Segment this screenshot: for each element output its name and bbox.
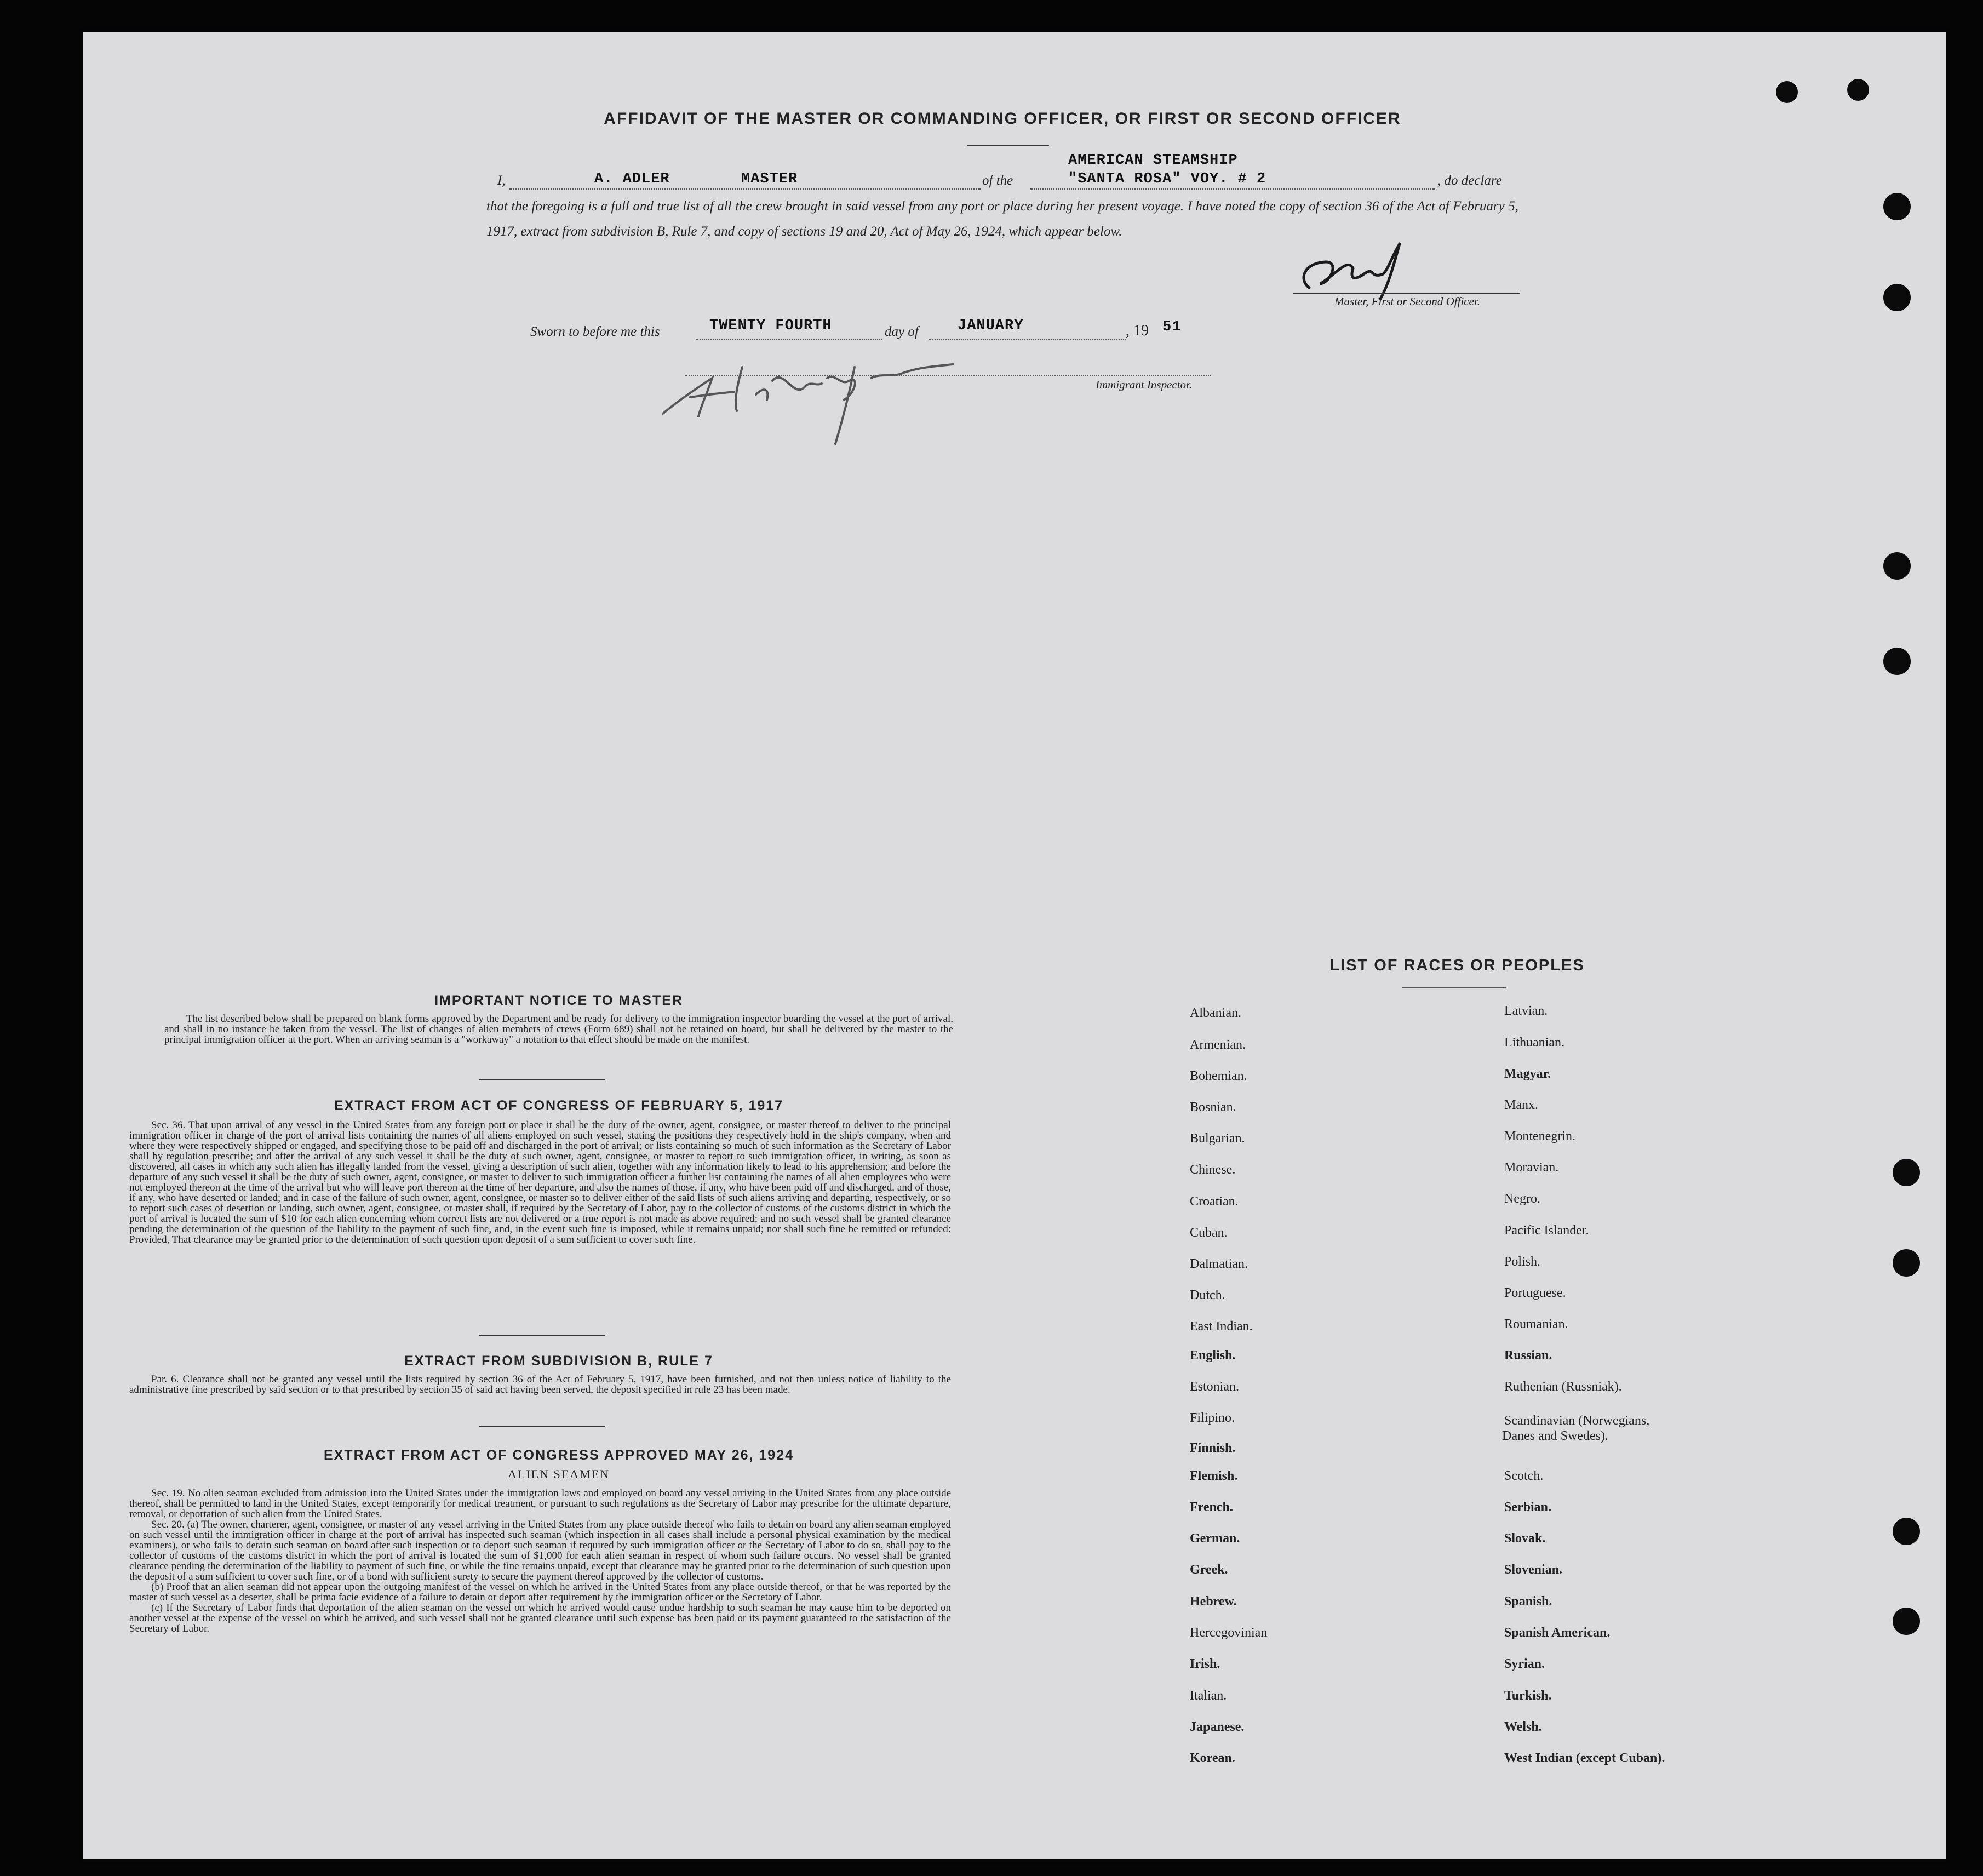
punch-hole xyxy=(1883,552,1911,580)
punch-hole xyxy=(1883,193,1911,220)
rule-7-title: EXTRACT FROM SUBDIVISION B, RULE 7 xyxy=(404,1353,713,1369)
inspector-signature xyxy=(646,334,997,449)
vessel-line-1: AMERICAN STEAMSHIP xyxy=(1068,152,1238,169)
race-item: Bulgarian. xyxy=(1190,1131,1245,1146)
race-item: Korean. xyxy=(1190,1751,1235,1765)
race-item: Croatian. xyxy=(1190,1194,1239,1209)
races-title: LIST OF RACES OR PEOPLES xyxy=(1329,957,1585,974)
race-item: Danes and Swedes). xyxy=(1502,1429,1608,1443)
master-sign-line xyxy=(1293,293,1520,294)
year-prefix: , 19 xyxy=(1126,322,1149,339)
declaration-text: that the foregoing is a full and true list of all the crew brought in said vessel from any port or place during her present voyage. I have noted the copy of section 36 of the Act of February 5, 1917, extract from subdivision B, Rule 7, and copy of sections 19 and 20, Act of May 26, 1924, which appear below. xyxy=(486,199,1518,239)
race-item: Cuban. xyxy=(1190,1226,1228,1240)
race-item: Negro. xyxy=(1504,1192,1540,1206)
race-item: Dutch. xyxy=(1190,1288,1225,1302)
sec-20a-paragraph: Sec. 20. (a) The owner, charterer, agent, consignee, or master of any vessel arriving in the United States from any place outside thereof who fails to detain on board any alien seaman employed on such vessel until the immigration officer in charge at the port of arrival has inspected such seaman (which inspection in all cases shall include a personal physical examination by the medical examiners), or who fails to detain such seaman on board after such inspection or to deport such seaman if required by such immigration officer or the Secretary of Labor to do so, shall pay to the collector of customs of the customs district in which the port of arrival is located the sum of $1,000 for each alien seaman in respect of whom such failure occurs. No vessel shall be granted clearance pending the determination of the liability to payment of such fine, or while the fine remains unpaid, except that clearance may be granted prior to the determination of such question upon the deposit of a sum sufficient to cover such fine, or of a bond with sufficient surety to secure the payment thereof approved by the collector of customs. xyxy=(129,1519,951,1582)
master-caption: Master, First or Second Officer. xyxy=(1334,295,1480,308)
race-item: Polish. xyxy=(1504,1255,1541,1269)
race-item: Italian. xyxy=(1190,1689,1227,1703)
race-item: Syrian. xyxy=(1504,1657,1545,1671)
divider xyxy=(479,1079,605,1080)
race-item: Montenegrin. xyxy=(1504,1129,1575,1143)
race-item: Armenian. xyxy=(1190,1038,1246,1052)
affidavit-title: AFFIDAVIT OF THE MASTER OR COMMANDING OFFICER, OR FIRST OR SECOND OFFICER xyxy=(604,110,1401,128)
race-item: Portuguese. xyxy=(1504,1286,1566,1300)
race-item: Filipino. xyxy=(1190,1411,1235,1425)
race-item: Estonian. xyxy=(1190,1380,1239,1394)
officer-name: A. ADLER xyxy=(594,171,670,187)
year-suffix: 51 xyxy=(1162,319,1182,335)
race-item: Slovak. xyxy=(1504,1531,1546,1546)
race-item: Roumanian. xyxy=(1504,1317,1568,1331)
race-item: Flemish. xyxy=(1190,1469,1238,1483)
of-the-label: of the xyxy=(982,173,1013,188)
punch-hole xyxy=(1893,1249,1920,1277)
sec-20c-paragraph: (c) If the Secretary of Labor finds that deportation of the alien seaman on the vessel on which he arrived would cause undue hardship to such seaman he may cause him to be deported on another vessel at the expense of the vessel on which he arrived, and such vessel shall not be granted clearance until such expense has been paid or its payment guaranteed to the satisfaction of the Secretary of Labor. xyxy=(129,1602,951,1634)
sec-36-paragraph: Sec. 36. That upon arrival of any vessel in the United States from any foreign port or place it shall be the duty of the owner, agent, consignee, or master thereof to deliver to the principal immigration officer in charge of the port of arrival lists containing the names of all aliens employed on such vessel, stating the positions they respectively hold in the ship's company, when and where they were respectively shipped or engaged, and specifying those to be paid off and discharged in the port of arrival; or lists containing so much of such information as the Secretary of Labor shall by regulation prescribe; and after the arrival of any such vessel it shall be the duty of such owner, agent, consignee, or master to report to such immigration officer, in writing, as soon as discovered, all cases in which any such alien has illegally landed from the vessel, giving a description of such alien, together with any information likely to lead to his apprehension; and before the departure of any such vessel it shall be the duty of such owner, agent, consignee, or master to deliver to such immigration officer a further list containing the names of all alien employees who were not employed thereon at the time of the arrival but who will leave port thereon at the time of her departure, and also the names of those, if any, who have been paid off and discharged, and of those, if any, who have deserted or landed; and in case of the failure of such owner, agent, consignee, or master so to deliver either of the said lists of such aliens arriving and departing, respectively, or so to report such cases of desertion or landing, such owner, agent, consignee, or master shall, if required by the Secretary of Labor, pay to the collector of customs of the customs district in which the port of arrival is located the sum of $10 for each alien concerning whom correct lists are not delivered or a true report is not made as above required; and no such vessel shall be granted clearance pending the determination of the question of the liability to the payment of such fine, and, in the event such fine is imposed, while it remains unpaid; nor shall such fine be remitted or refunded: Provided, That clearance may be granted prior to the determination of such question upon deposit of a sum sufficient to cover such fine. xyxy=(129,1119,951,1245)
punch-hole xyxy=(1893,1608,1920,1635)
race-item: Welsh. xyxy=(1504,1720,1542,1734)
race-item: Manx. xyxy=(1504,1098,1538,1112)
race-item: Bohemian. xyxy=(1190,1069,1247,1083)
extract-1924-title: EXTRACT FROM ACT OF CONGRESS APPROVED MAY 26, 1924 xyxy=(323,1448,794,1463)
race-item: English. xyxy=(1190,1348,1236,1363)
race-item: Spanish American. xyxy=(1504,1626,1611,1640)
race-item: Albanian. xyxy=(1190,1006,1241,1020)
race-item: Dalmatian. xyxy=(1190,1257,1248,1271)
notice-paragraph: The list described below shall be prepared on blank forms approved by the Department and be ready for delivery to the immigration inspector boarding the vessel at the port of arrival, and shall in no instance be taken from the vessel. The list of changes of alien members of crews (Form 689) shall not be retained on board, but shall be delivered by the master to the principal immigration officer at the port. When an arriving seaman is a "workaway" a notation to that effect should be made on the manifest. xyxy=(164,1013,953,1045)
day-of-label: day of xyxy=(885,324,919,339)
sworn-label: Sworn to before me this xyxy=(530,324,660,339)
notice-title: IMPORTANT NOTICE TO MASTER xyxy=(434,993,683,1008)
race-item: Moravian. xyxy=(1504,1160,1559,1175)
notice-body xyxy=(164,1014,953,1045)
race-item: Scandinavian (Norwegians, xyxy=(1504,1414,1650,1428)
race-item: Chinese. xyxy=(1190,1163,1236,1177)
race-item: French. xyxy=(1190,1500,1233,1514)
race-item: Latvian. xyxy=(1504,1004,1548,1018)
punch-hole xyxy=(1893,1518,1920,1545)
i-label: I, xyxy=(497,173,506,188)
race-item: Hercegovinian xyxy=(1190,1626,1268,1640)
alien-seamen-subtitle: ALIEN SEAMEN xyxy=(508,1467,610,1481)
sworn-day: TWENTY FOURTH xyxy=(709,318,832,334)
race-item: Greek. xyxy=(1190,1563,1228,1577)
inspector-sign-line xyxy=(685,375,1211,376)
race-item: Lithuanian. xyxy=(1504,1036,1564,1050)
vessel-line-2: "SANTA ROSA" VOY. # 2 xyxy=(1068,171,1266,187)
sec-20b-paragraph: (b) Proof that an alien seaman did not appear upon the outgoing manifest of the vessel on which he arrived in the United States from any place outside thereof, or that he was reported by the master of such vessel as a deserter, shall be prima facie evidence of a failure to detain or deport after requirement by the immigration officer or the Secretary of Labor. xyxy=(129,1581,951,1603)
race-item: Finnish. xyxy=(1190,1441,1236,1455)
race-item: Spanish. xyxy=(1504,1594,1552,1609)
race-item: West Indian (except Cuban). xyxy=(1504,1751,1665,1765)
race-item: Russian. xyxy=(1504,1348,1552,1363)
extract-1917-body xyxy=(129,1120,951,1245)
par-6-paragraph: Par. 6. Clearance shall not be granted any vessel until the lists required by section 36 of the Act of February 5, 1917, have been furnished, and not then unless notice of liability to the administrative fine prescribed by said section or to that prescribed by section 35 of said act having been served, the deposit specified in rule 23 has been made. xyxy=(129,1374,951,1395)
punch-hole xyxy=(1883,284,1911,311)
race-item: Hebrew. xyxy=(1190,1594,1237,1609)
races-title-rule xyxy=(1402,987,1506,988)
punch-hole xyxy=(1776,81,1798,103)
extract-1924-body xyxy=(129,1488,951,1634)
race-item: Serbian. xyxy=(1504,1500,1552,1514)
race-item: Bosnian. xyxy=(1190,1100,1236,1114)
master-signature xyxy=(1287,236,1441,301)
race-item: German. xyxy=(1190,1531,1240,1546)
inspector-caption: Immigrant Inspector. xyxy=(1096,378,1193,391)
race-item: Ruthenian (Russniak). xyxy=(1504,1380,1622,1394)
punch-hole xyxy=(1893,1159,1920,1186)
race-item: Japanese. xyxy=(1190,1720,1245,1734)
extract-1917-title: EXTRACT FROM ACT OF CONGRESS OF FEBRUARY 5, 1917 xyxy=(334,1098,784,1113)
race-item: Scotch. xyxy=(1504,1469,1544,1483)
race-item: Irish. xyxy=(1190,1657,1220,1671)
divider xyxy=(479,1335,605,1336)
punch-hole xyxy=(1883,648,1911,675)
title-rule xyxy=(967,145,1049,146)
race-item: Pacific Islander. xyxy=(1504,1223,1589,1238)
punch-hole xyxy=(1847,79,1869,101)
vessel-line xyxy=(1030,188,1435,190)
do-declare-label: , do declare xyxy=(1437,173,1502,188)
sec-19-paragraph: Sec. 19. No alien seaman excluded from admission into the United States under the immigration laws and employed on board any vessel arriving in the United States from any place outside thereof, shall be permitted to land in the United States, except temporarily for medical treatment, or pursuant to such regulations as the Secretary of Labor may prescribe for the ultimate departure, removal, or deportation of such alien from the United States. xyxy=(129,1488,951,1520)
race-item: Magyar. xyxy=(1504,1067,1551,1081)
officer-rank: MASTER xyxy=(741,171,798,187)
sworn-month: JANUARY xyxy=(958,318,1024,334)
race-item: East Indian. xyxy=(1190,1319,1253,1334)
race-item: Turkish. xyxy=(1504,1689,1552,1703)
divider xyxy=(479,1426,605,1427)
race-item: Slovenian. xyxy=(1504,1563,1563,1577)
rule-7-body xyxy=(129,1374,951,1395)
officer-line xyxy=(509,188,981,190)
